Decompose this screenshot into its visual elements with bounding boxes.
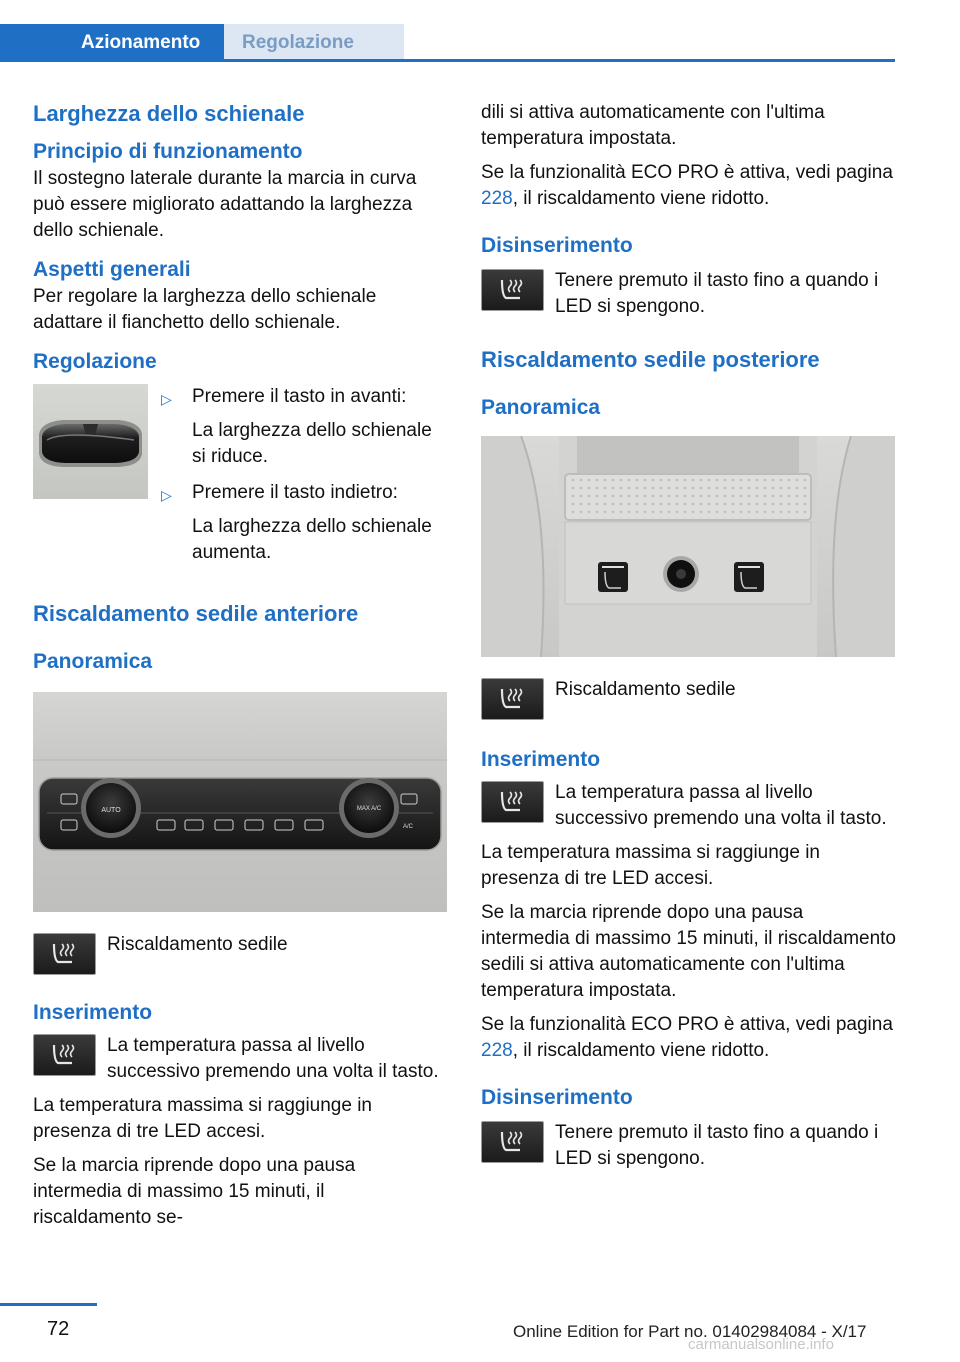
heading-general: Aspetti generali	[33, 258, 191, 281]
triangle-bullet-icon: ▷	[161, 487, 172, 503]
auto-label: AUTO	[101, 807, 121, 814]
adjust-row	[33, 384, 447, 566]
heading-off-front: Disinserimento	[481, 234, 633, 257]
front-eco-text: Se la funzionalità ECO PRO è attiva, vedi pagina 228, il riscaldamento viene ridotto.	[481, 162, 893, 209]
front-resume-text: Se la marcia riprende dopo una pausa intermedia di massimo 15 minuti, il riscaldamento se-	[33, 1155, 356, 1228]
footer-rule	[0, 1303, 97, 1306]
text-general: Per regolare la larghezza dello schienale adattare il fianchetto dello schienale.	[33, 286, 377, 333]
front-icon-caption-row	[33, 932, 447, 975]
seat-heating-button-icon	[481, 781, 544, 823]
heading-adjust: Regolazione	[33, 350, 157, 373]
text-principle: Il sostegno laterale durante la marcia in curva può essere migliorato adattando la larghezza dello schienale.	[33, 168, 417, 241]
front-resume-continued: dili si attiva automaticamente con l'ultima temperatura impostata.	[481, 102, 825, 149]
front-max-text: La temperatura massima si raggiunge in presenza di tre LED accesi.	[33, 1095, 373, 1142]
triangle-bullet-icon: ▷	[161, 391, 172, 407]
seat-heating-button-icon	[481, 269, 544, 311]
front-icon-caption: Riscaldamento sedile	[107, 934, 288, 955]
heading-on-rear: Inserimento	[481, 748, 601, 771]
rear-on-row	[481, 780, 896, 832]
heading-principle: Principio di funzionamento	[33, 140, 303, 163]
page-link-228[interactable]: 228	[481, 188, 513, 209]
front-on-row	[33, 1033, 447, 1085]
edition-text: Online Edition for Part no. 01402984084 - X/17	[513, 1322, 867, 1341]
adjust-list	[148, 384, 447, 566]
ac-label: A/C	[402, 824, 414, 830]
heading-on-front: Inserimento	[33, 1001, 153, 1024]
rear-icon-caption-row	[481, 677, 896, 720]
list-item: ▷ Premere il tasto in avanti: La larghezza dello schienale si riduce.	[161, 386, 432, 467]
section-title-backrest-width: Larghezza dello schienale	[33, 101, 305, 126]
front-off-text: Tenere premuto il tasto fino a quando i LED si spengono.	[555, 270, 879, 317]
front-on-text: La temperatura passa al livello successivo premendo una volta il tasto.	[107, 1035, 439, 1082]
front-off-row	[481, 268, 896, 320]
rear-off-text: Tenere premuto il tasto fino a quando i LED si spengono.	[555, 1122, 879, 1169]
heading-overview-front: Panoramica	[33, 650, 153, 673]
header-tabs	[0, 24, 895, 62]
seat-heating-button-icon	[33, 933, 96, 975]
max-ac-label: MAX A/C	[356, 806, 382, 812]
heading-overview-rear: Panoramica	[481, 396, 601, 419]
heading-off-rear: Disinserimento	[481, 1086, 633, 1109]
seat-heating-button-icon	[481, 1121, 544, 1163]
seat-heating-button-icon	[481, 678, 544, 720]
section-title-front-seat-heating: Riscaldamento sedile anteriore	[33, 601, 359, 626]
section-title-rear-seat-heating: Riscaldamento sedile posteriore	[481, 347, 820, 372]
rear-on-text: La temperatura passa al livello successivo premendo una volta il tasto.	[555, 782, 887, 829]
rear-off-row	[481, 1120, 896, 1172]
right-column	[481, 100, 896, 1172]
rear-icon-caption: Riscaldamento sedile	[555, 679, 736, 700]
left-column	[33, 100, 447, 1231]
tab-regolazione[interactable]: Regolazione	[224, 24, 404, 59]
backrest-switch-photo	[33, 384, 148, 499]
rear-resume-text: Se la marcia riprende dopo una pausa intermedia di massimo 15 minuti, il riscaldamento sedili si attiva automaticamente con l'ultima temperatura impostata.	[481, 902, 896, 1001]
rear-eco-text: Se la funzionalità ECO PRO è attiva, vedi pagina 228, il riscaldamento viene ridotto.	[481, 1014, 893, 1061]
climate-panel-photo	[33, 692, 447, 912]
rear-max-text: La temperatura massima si raggiunge in presenza di tre LED accesi.	[481, 842, 821, 889]
tab-azionamento[interactable]: Azionamento	[0, 24, 224, 62]
seat-heating-button-icon	[33, 1034, 96, 1076]
page-link-228[interactable]: 228	[481, 1040, 513, 1061]
list-item: ▷ Premere il tasto indietro: La larghezza dello schienale aumenta.	[161, 482, 432, 563]
page-number: 72	[47, 1318, 70, 1340]
watermark: carmanualsonline.info	[688, 1336, 834, 1353]
rear-console-photo	[481, 436, 895, 657]
header-rule	[0, 59, 895, 62]
